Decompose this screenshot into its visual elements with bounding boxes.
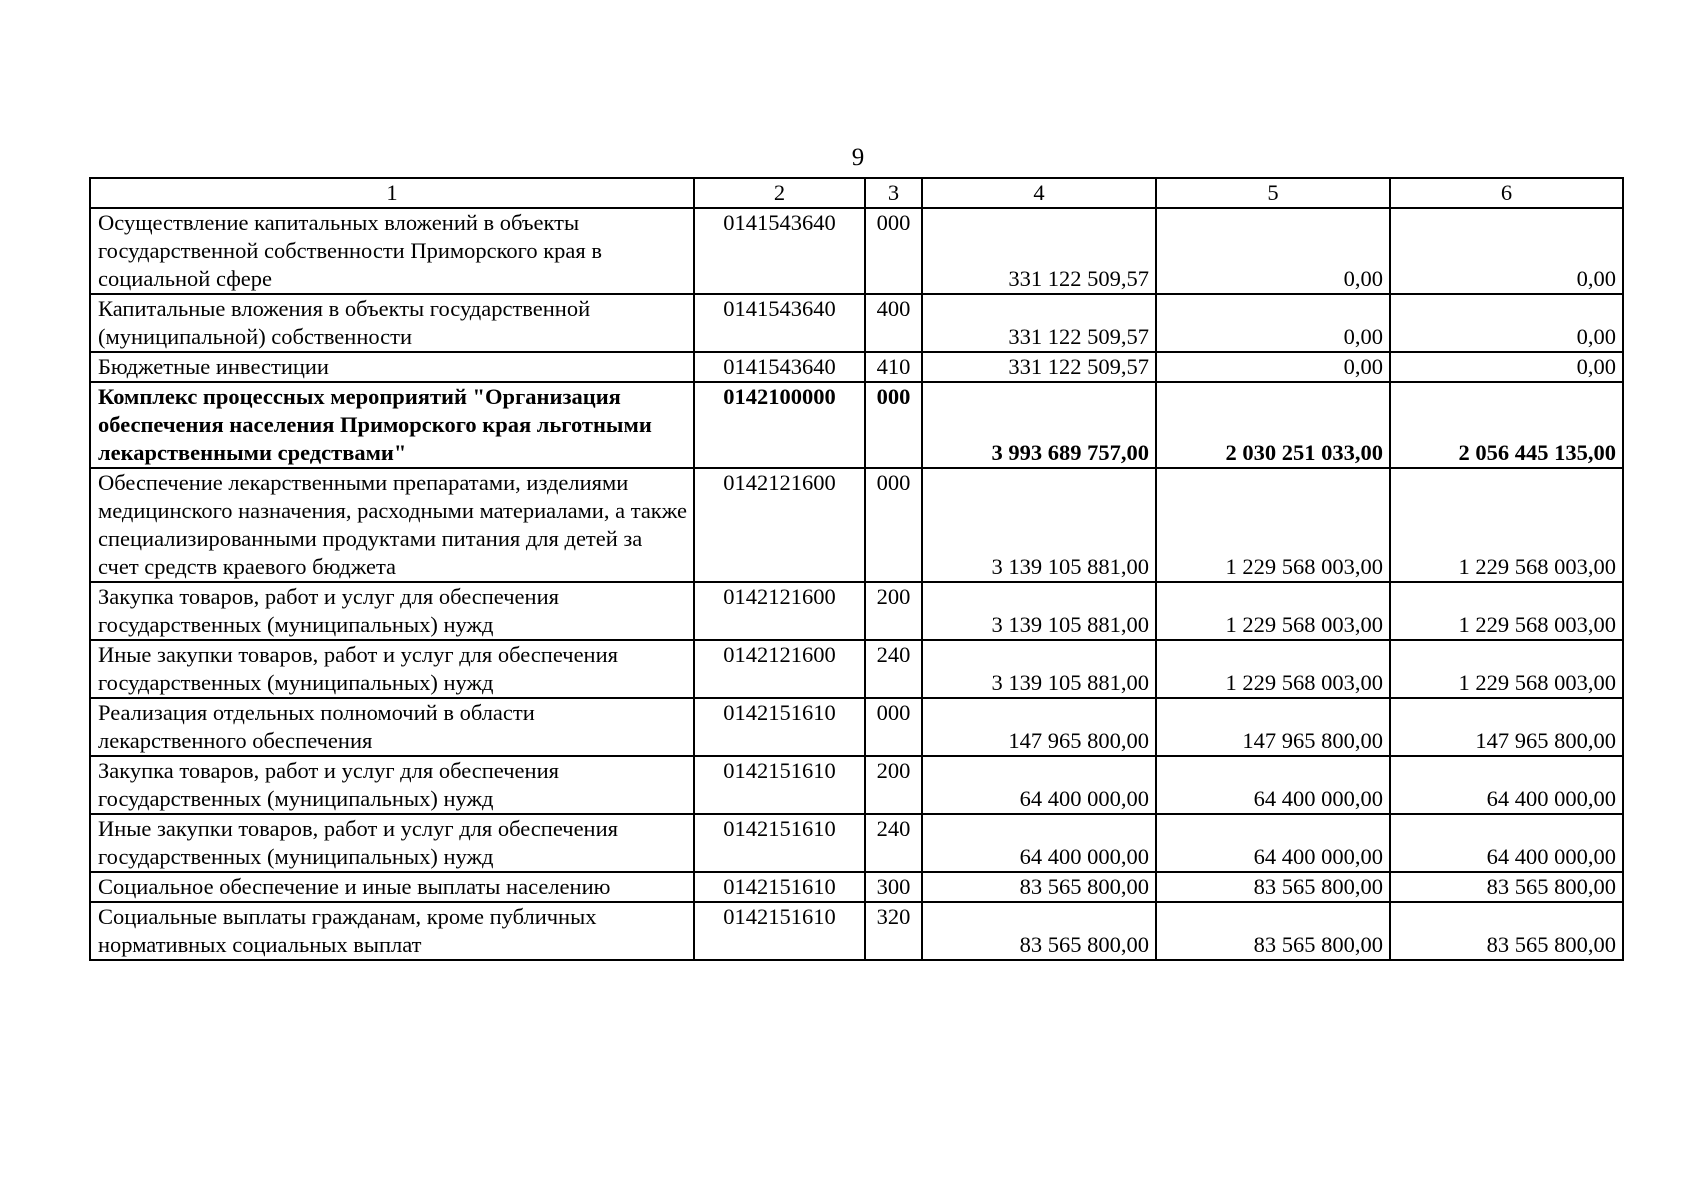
row-expense-type-cell: 000 (865, 698, 922, 756)
row-amount-col5-cell: 83 565 800,00 (1156, 872, 1390, 902)
row-amount-col4-cell: 331 122 509,57 (922, 352, 1156, 382)
row-amount-col4-cell: 64 400 000,00 (922, 756, 1156, 814)
row-name-cell: Иные закупки товаров, работ и услуг для обеспечения государственных (муниципальных) нужд (90, 814, 694, 872)
row-name-cell: Бюджетные инвестиции (90, 352, 694, 382)
header-cell: 3 (865, 178, 922, 208)
table-row (90, 756, 1623, 814)
row-name-cell: Иные закупки товаров, работ и услуг для обеспечения государственных (муниципальных) нужд (90, 640, 694, 698)
header-cell: 5 (1156, 178, 1390, 208)
row-amount-col5-cell: 64 400 000,00 (1156, 756, 1390, 814)
table-row (90, 640, 1623, 698)
row-amount-col6-cell: 64 400 000,00 (1390, 814, 1623, 872)
header-cell: 1 (90, 178, 694, 208)
page-number: 9 (851, 144, 865, 171)
row-amount-col5-cell: 1 229 568 003,00 (1156, 582, 1390, 640)
row-code-cell: 0142121600 (694, 468, 865, 582)
table-row (90, 208, 1623, 294)
row-amount-col5-cell: 0,00 (1156, 352, 1390, 382)
table-row (90, 468, 1623, 582)
row-amount-col4-cell: 331 122 509,57 (922, 208, 1156, 294)
row-expense-type-cell: 410 (865, 352, 922, 382)
table-row (90, 698, 1623, 756)
row-amount-col6-cell: 147 965 800,00 (1390, 698, 1623, 756)
row-amount-col6-cell: 2 056 445 135,00 (1390, 382, 1623, 468)
row-expense-type-cell: 000 (865, 468, 922, 582)
row-code-cell: 0141543640 (694, 208, 865, 294)
row-amount-col4-cell: 3 139 105 881,00 (922, 640, 1156, 698)
row-expense-type-cell: 400 (865, 294, 922, 352)
row-amount-col5-cell: 64 400 000,00 (1156, 814, 1390, 872)
row-amount-col6-cell: 1 229 568 003,00 (1390, 582, 1623, 640)
row-amount-col6-cell: 0,00 (1390, 294, 1623, 352)
table-row (90, 582, 1623, 640)
row-name-cell: Социальные выплаты гражданам, кроме публичных нормативных социальных выплат (90, 902, 694, 960)
table-row (90, 872, 1623, 902)
row-amount-col5-cell: 2 030 251 033,00 (1156, 382, 1390, 468)
row-name-cell: Капитальные вложения в объекты государственной (муниципальной) собственности (90, 294, 694, 352)
row-expense-type-cell: 200 (865, 756, 922, 814)
table-row (90, 902, 1623, 960)
budget-table (89, 177, 1624, 961)
row-amount-col6-cell: 1 229 568 003,00 (1390, 468, 1623, 582)
row-amount-col6-cell: 83 565 800,00 (1390, 872, 1623, 902)
row-code-cell: 0142121600 (694, 640, 865, 698)
table-row (90, 352, 1623, 382)
row-code-cell: 0142121600 (694, 582, 865, 640)
row-name-cell: Реализация отдельных полномочий в области лекарственного обеспечения (90, 698, 694, 756)
row-expense-type-cell: 240 (865, 640, 922, 698)
row-expense-type-cell: 000 (865, 382, 922, 468)
row-code-cell: 0141543640 (694, 294, 865, 352)
row-expense-type-cell: 200 (865, 582, 922, 640)
table-row (90, 382, 1623, 468)
row-amount-col5-cell: 1 229 568 003,00 (1156, 468, 1390, 582)
row-amount-col6-cell: 1 229 568 003,00 (1390, 640, 1623, 698)
row-amount-col5-cell: 83 565 800,00 (1156, 902, 1390, 960)
row-name-cell: Обеспечение лекарственными препаратами, изделиями медицинского назначения, расходными материалами, а также специализированными продуктами питания для детей за счет средств краевого бюджета (90, 468, 694, 582)
row-name-cell: Закупка товаров, работ и услуг для обеспечения государственных (муниципальных) нужд (90, 582, 694, 640)
row-amount-col6-cell: 64 400 000,00 (1390, 756, 1623, 814)
row-expense-type-cell: 240 (865, 814, 922, 872)
row-name-cell: Социальное обеспечение и иные выплаты населению (90, 872, 694, 902)
row-expense-type-cell: 320 (865, 902, 922, 960)
row-amount-col4-cell: 3 993 689 757,00 (922, 382, 1156, 468)
row-amount-col6-cell: 83 565 800,00 (1390, 902, 1623, 960)
table-row (90, 814, 1623, 872)
row-amount-col6-cell: 0,00 (1390, 208, 1623, 294)
row-code-cell: 0142151610 (694, 756, 865, 814)
row-amount-col5-cell: 0,00 (1156, 208, 1390, 294)
row-code-cell: 0141543640 (694, 352, 865, 382)
row-code-cell: 0142151610 (694, 814, 865, 872)
header-cell: 2 (694, 178, 865, 208)
row-code-cell: 0142100000 (694, 382, 865, 468)
row-name-cell: Осуществление капитальных вложений в объекты государственной собственности Приморского края в социальной сфере (90, 208, 694, 294)
row-code-cell: 0142151610 (694, 698, 865, 756)
row-amount-col4-cell: 3 139 105 881,00 (922, 582, 1156, 640)
row-amount-col4-cell: 331 122 509,57 (922, 294, 1156, 352)
row-amount-col4-cell: 64 400 000,00 (922, 814, 1156, 872)
row-amount-col5-cell: 147 965 800,00 (1156, 698, 1390, 756)
row-amount-col4-cell: 83 565 800,00 (922, 902, 1156, 960)
row-amount-col6-cell: 0,00 (1390, 352, 1623, 382)
row-code-cell: 0142151610 (694, 872, 865, 902)
row-amount-col4-cell: 83 565 800,00 (922, 872, 1156, 902)
row-amount-col5-cell: 0,00 (1156, 294, 1390, 352)
header-cell: 4 (922, 178, 1156, 208)
row-expense-type-cell: 300 (865, 872, 922, 902)
row-name-cell: Комплекс процессных мероприятий "Организация обеспечения населения Приморского края льготными лекарственными средствами" (90, 382, 694, 468)
header-cell: 6 (1390, 178, 1623, 208)
row-amount-col4-cell: 3 139 105 881,00 (922, 468, 1156, 582)
table-row (90, 294, 1623, 352)
row-name-cell: Закупка товаров, работ и услуг для обеспечения государственных (муниципальных) нужд (90, 756, 694, 814)
row-code-cell: 0142151610 (694, 902, 865, 960)
header-row (90, 178, 1623, 208)
row-amount-col4-cell: 147 965 800,00 (922, 698, 1156, 756)
row-amount-col5-cell: 1 229 568 003,00 (1156, 640, 1390, 698)
row-expense-type-cell: 000 (865, 208, 922, 294)
